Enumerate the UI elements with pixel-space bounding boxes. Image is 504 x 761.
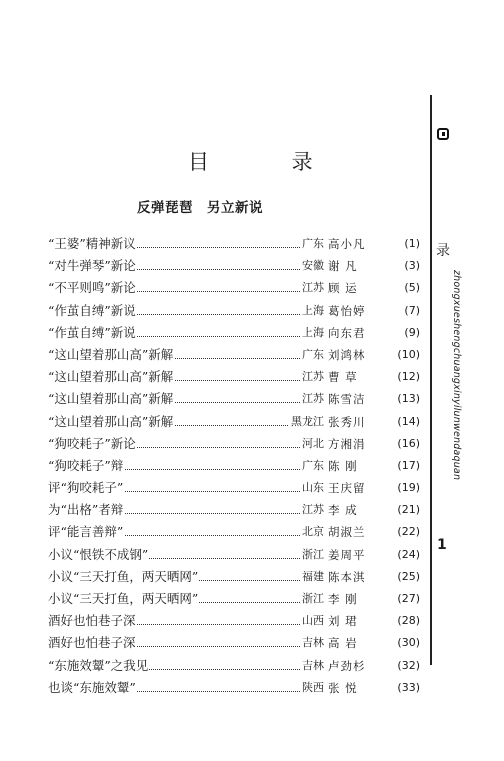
entry-page: (19) bbox=[397, 481, 420, 495]
section-heading: 反弹琵琶 另立新说 bbox=[137, 200, 263, 216]
chapter-mark-icon bbox=[437, 128, 449, 140]
toc-entry[interactable] bbox=[48, 477, 420, 499]
margin-rule bbox=[430, 95, 432, 665]
entry-title: “王婆”精神新议 bbox=[48, 233, 137, 255]
entry-author: 葛怡婷 bbox=[328, 303, 366, 318]
entry-province: 上海 bbox=[300, 300, 324, 322]
entry-province: 江苏 bbox=[300, 499, 324, 521]
entry-author: 张 悦 bbox=[328, 680, 358, 695]
entry-province: 福建 bbox=[300, 566, 324, 588]
toc-entry[interactable] bbox=[48, 300, 420, 322]
entry-page: (24) bbox=[397, 547, 420, 561]
entry-title: 评“狗咬耗子” bbox=[48, 477, 124, 499]
entry-page: (17) bbox=[397, 458, 420, 472]
toc-entry[interactable] bbox=[48, 544, 420, 566]
entry-author: 曹 草 bbox=[328, 370, 358, 385]
entry-province: 山西 bbox=[300, 610, 324, 632]
entry-province: 江苏 bbox=[300, 277, 324, 299]
toc-entry[interactable] bbox=[48, 344, 420, 366]
entry-title: “不平则鸣”新论 bbox=[48, 277, 137, 299]
entry-province: 浙江 bbox=[300, 588, 324, 610]
entry-province: 浙江 bbox=[300, 544, 324, 566]
entry-author: 王庆留 bbox=[328, 481, 366, 496]
toc-entry[interactable] bbox=[48, 388, 420, 410]
entry-title: 小议“三天打鱼，两天晒网” bbox=[48, 566, 199, 588]
entry-title: “这山望着那山高”新解 bbox=[48, 388, 174, 410]
entry-title: “东施效颦”之我见 bbox=[48, 655, 149, 677]
toc-entry[interactable] bbox=[48, 277, 420, 299]
entry-province: 陕西 bbox=[300, 677, 324, 699]
entry-page: (1) bbox=[404, 237, 420, 250]
entry-page: (3) bbox=[404, 259, 420, 273]
toc-entry[interactable] bbox=[48, 655, 420, 677]
entry-page: (7) bbox=[404, 303, 420, 317]
entry-author: 高 岩 bbox=[328, 636, 358, 651]
running-head: 录 bbox=[436, 243, 450, 259]
toc-entry[interactable] bbox=[48, 521, 420, 543]
toc-entry[interactable] bbox=[48, 588, 420, 610]
entry-page: (10) bbox=[397, 347, 420, 361]
entry-author: 方湘涓 bbox=[328, 436, 366, 451]
entry-title: “狗咬耗子”新论 bbox=[48, 433, 137, 455]
entry-title: 评“能言善辩” bbox=[48, 521, 124, 543]
entry-title: “这山望着那山高”新解 bbox=[48, 411, 174, 433]
entry-province: 江苏 bbox=[300, 388, 324, 410]
entry-page: (12) bbox=[397, 370, 420, 384]
entry-title: 为“出格”者辩 bbox=[48, 499, 124, 521]
entry-author: 陈 刚 bbox=[328, 458, 358, 473]
entry-page: (28) bbox=[397, 614, 420, 628]
entry-title: 小议“恨铁不成钢” bbox=[48, 544, 149, 566]
entry-title: 酒好也怕巷子深 bbox=[48, 610, 137, 632]
entry-title: “对牛弹琴”新论 bbox=[48, 255, 137, 277]
entry-author: 高小凡 bbox=[328, 237, 366, 251]
entry-page: (21) bbox=[397, 503, 420, 517]
entry-author: 刘鸿林 bbox=[328, 347, 366, 362]
entry-province: 山东 bbox=[300, 477, 324, 499]
entry-province: 黑龙江 bbox=[289, 411, 324, 433]
entry-page: (30) bbox=[397, 636, 420, 650]
entry-province: 广东 bbox=[300, 233, 324, 255]
toc-entry[interactable] bbox=[48, 610, 420, 632]
entry-province: 安徽 bbox=[300, 255, 324, 277]
entry-province: 广东 bbox=[300, 344, 324, 366]
entry-author: 顾 运 bbox=[328, 281, 358, 296]
toc-entry[interactable] bbox=[48, 255, 420, 277]
entry-title: 小议“三天打鱼，两天晒网” bbox=[48, 588, 199, 610]
entry-page: (14) bbox=[397, 414, 420, 428]
entry-author: 刘 珺 bbox=[328, 614, 358, 629]
entry-title: “狗咬耗子”辩 bbox=[48, 455, 124, 477]
entry-title: “这山望着那山高”新解 bbox=[48, 366, 174, 388]
entry-author: 谢 凡 bbox=[328, 259, 358, 274]
entry-author: 姜周平 bbox=[328, 547, 366, 562]
toc-entry[interactable] bbox=[48, 322, 420, 344]
entry-title: 也谈“东施效颦” bbox=[48, 677, 137, 699]
toc-entry[interactable] bbox=[48, 411, 420, 433]
entry-author: 张秀川 bbox=[328, 414, 366, 429]
entry-province: 河北 bbox=[300, 433, 324, 455]
toc-entry[interactable] bbox=[48, 455, 420, 477]
entry-page: (5) bbox=[404, 281, 420, 295]
entry-page: (16) bbox=[397, 436, 420, 450]
entry-author: 李 成 bbox=[328, 503, 358, 518]
entry-page: (13) bbox=[397, 392, 420, 406]
toc-entry[interactable] bbox=[48, 499, 420, 521]
toc-entry[interactable] bbox=[48, 233, 420, 255]
entry-title: 酒好也怕巷子深 bbox=[48, 632, 137, 654]
entry-title: “作茧自缚”新说 bbox=[48, 322, 137, 344]
page-title: 目 录 bbox=[188, 150, 351, 174]
entry-page: (9) bbox=[404, 325, 420, 339]
entry-page: (27) bbox=[397, 592, 420, 605]
entry-title: “作茧自缚”新说 bbox=[48, 300, 137, 322]
toc-entry[interactable] bbox=[48, 632, 420, 654]
entry-author: 向东君 bbox=[328, 325, 366, 340]
entry-province: 广东 bbox=[300, 455, 324, 477]
entry-author: 陈雪洁 bbox=[328, 392, 366, 407]
entry-province: 上海 bbox=[300, 322, 324, 344]
entry-page: (22) bbox=[397, 525, 420, 539]
entry-province: 吉林 bbox=[300, 632, 324, 654]
toc-entry[interactable] bbox=[48, 433, 420, 455]
entry-title: “这山望着那山高”新解 bbox=[48, 344, 174, 366]
toc-entry[interactable] bbox=[48, 566, 420, 588]
entry-page: (33) bbox=[397, 680, 420, 694]
entry-author: 卢劲杉 bbox=[328, 658, 366, 673]
entry-page: (25) bbox=[397, 569, 420, 583]
pinyin-running-title: zhongxueshengchuangxinyilunwendaquan bbox=[451, 270, 462, 481]
entry-province: 江苏 bbox=[300, 366, 324, 388]
entry-author: 李 刚 bbox=[328, 592, 358, 606]
entry-province: 北京 bbox=[300, 521, 324, 543]
table-of-contents bbox=[48, 233, 420, 699]
entry-author: 胡淑兰 bbox=[328, 525, 366, 540]
toc-entry[interactable] bbox=[48, 366, 420, 388]
toc-entry[interactable] bbox=[48, 677, 420, 699]
page-number: 1 bbox=[437, 537, 447, 553]
entry-author: 陈本淇 bbox=[328, 569, 366, 584]
entry-page: (32) bbox=[397, 658, 420, 672]
entry-province: 吉林 bbox=[300, 655, 324, 677]
